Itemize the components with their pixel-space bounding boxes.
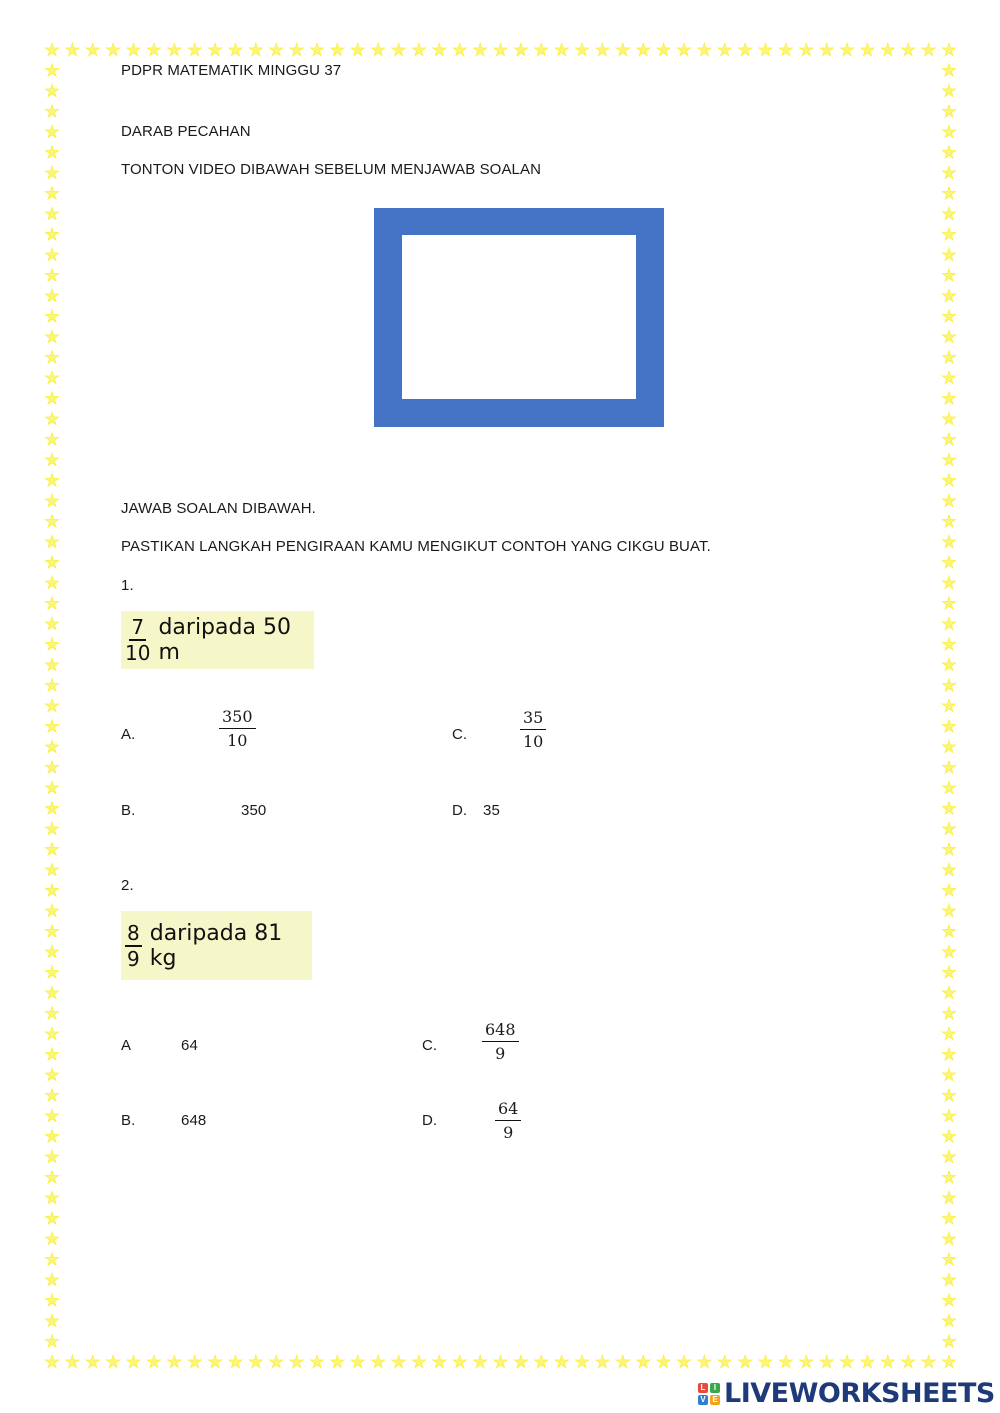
q2-option-a-label[interactable]: A	[121, 1037, 132, 1054]
border-star-icon	[819, 1354, 835, 1370]
border-star-icon	[44, 514, 60, 530]
border-star-icon	[941, 1026, 957, 1042]
border-star-icon	[941, 1272, 957, 1288]
border-star-icon	[574, 42, 590, 58]
border-star-icon	[533, 1354, 549, 1370]
border-star-icon	[941, 616, 957, 632]
border-star-icon	[594, 1354, 610, 1370]
border-star-icon	[411, 1354, 427, 1370]
border-star-icon	[44, 1006, 60, 1022]
border-star-icon	[859, 1354, 875, 1370]
border-star-icon	[941, 268, 957, 284]
question-2-denominator: 9	[127, 946, 140, 971]
border-star-icon	[44, 268, 60, 284]
q1-option-a-numerator: 350	[219, 709, 256, 729]
border-star-icon	[44, 657, 60, 673]
border-star-icon	[635, 1354, 651, 1370]
border-star-icon	[452, 1354, 468, 1370]
border-star-icon	[758, 1354, 774, 1370]
border-star-icon	[941, 1211, 957, 1227]
border-star-icon	[941, 637, 957, 653]
border-star-icon	[941, 493, 957, 509]
border-star-icon	[44, 678, 60, 694]
border-star-icon	[370, 42, 386, 58]
question-1-text: daripada 50 m	[158, 615, 291, 665]
border-star-icon	[44, 760, 60, 776]
q2-option-c-numerator: 648	[482, 1022, 519, 1042]
border-star-icon	[268, 42, 284, 58]
border-star-icon	[941, 309, 957, 325]
border-star-icon	[941, 1293, 957, 1309]
border-star-icon	[44, 1313, 60, 1329]
border-star-icon	[737, 42, 753, 58]
border-star-icon	[941, 63, 957, 79]
border-star-icon	[105, 1354, 121, 1370]
border-star-icon	[472, 42, 488, 58]
border-star-icon	[554, 1354, 570, 1370]
logo-letter-i: I	[710, 1383, 720, 1393]
border-star-icon	[411, 42, 427, 58]
border-star-icon	[166, 42, 182, 58]
border-star-icon	[941, 596, 957, 612]
border-star-icon	[941, 1149, 957, 1165]
border-star-icon	[64, 42, 80, 58]
border-star-icon	[44, 1170, 60, 1186]
border-star-icon	[941, 1190, 957, 1206]
border-star-icon	[309, 1354, 325, 1370]
question-1-number: 1.	[121, 577, 134, 594]
border-star-icon	[44, 124, 60, 140]
question-1-numerator: 7	[131, 615, 145, 639]
border-star-icon	[44, 1231, 60, 1247]
q1-option-a-label[interactable]: A.	[121, 726, 136, 743]
border-star-icon	[44, 842, 60, 858]
border-star-icon	[44, 1088, 60, 1104]
border-star-icon	[941, 83, 957, 99]
border-star-icon	[594, 42, 610, 58]
question-2-number: 2.	[121, 877, 134, 894]
border-star-icon	[819, 42, 835, 58]
border-star-icon	[941, 186, 957, 202]
border-star-icon	[329, 42, 345, 58]
border-star-icon	[941, 555, 957, 571]
border-star-icon	[941, 206, 957, 222]
q2-option-c-denominator: 9	[495, 1044, 506, 1063]
border-star-icon	[44, 1067, 60, 1083]
border-star-icon	[44, 1211, 60, 1227]
border-star-icon	[44, 227, 60, 243]
border-star-icon	[941, 1108, 957, 1124]
border-star-icon	[370, 1354, 386, 1370]
q1-option-c-label[interactable]: C.	[452, 726, 468, 743]
liveworksheets-logo-icon	[698, 1383, 720, 1405]
border-star-icon	[44, 596, 60, 612]
border-star-icon	[431, 1354, 447, 1370]
border-star-icon	[941, 924, 957, 940]
border-star-icon	[656, 1354, 672, 1370]
border-star-icon	[941, 1231, 957, 1247]
border-star-icon	[268, 1354, 284, 1370]
border-star-icon	[717, 1354, 733, 1370]
border-star-icon	[391, 42, 407, 58]
border-star-icon	[941, 760, 957, 776]
border-star-icon	[941, 124, 957, 140]
border-star-icon	[778, 1354, 794, 1370]
border-star-icon	[44, 186, 60, 202]
border-star-icon	[44, 411, 60, 427]
border-star-icon	[635, 42, 651, 58]
border-star-icon	[941, 1047, 957, 1063]
border-star-icon	[289, 42, 305, 58]
border-star-icon	[44, 206, 60, 222]
topic-heading: DARAB PECAHAN	[121, 123, 251, 140]
border-star-icon	[941, 1334, 957, 1350]
border-star-icon	[44, 534, 60, 550]
border-star-icon	[44, 493, 60, 509]
border-star-icon	[44, 1047, 60, 1063]
border-star-icon	[44, 63, 60, 79]
border-star-icon	[941, 1006, 957, 1022]
border-star-icon	[64, 1354, 80, 1370]
border-star-icon	[44, 83, 60, 99]
q2-option-c-label[interactable]: C.	[422, 1037, 438, 1054]
q2-option-d-numerator: 64	[495, 1101, 521, 1121]
border-star-icon	[941, 801, 957, 817]
border-star-icon	[941, 883, 957, 899]
border-star-icon	[941, 432, 957, 448]
border-star-icon	[859, 42, 875, 58]
border-star-icon	[941, 452, 957, 468]
question-2-prompt	[121, 911, 312, 980]
border-star-icon	[941, 350, 957, 366]
border-star-icon	[880, 42, 896, 58]
border-star-icon	[227, 1354, 243, 1370]
q2-option-b-value[interactable]: 648	[181, 1112, 207, 1129]
border-star-icon	[44, 1149, 60, 1165]
question-2-fraction	[125, 920, 142, 971]
border-star-icon	[350, 42, 366, 58]
border-star-icon	[941, 227, 957, 243]
border-star-icon	[44, 145, 60, 161]
border-star-icon	[839, 1354, 855, 1370]
border-star-icon	[941, 678, 957, 694]
border-star-icon	[941, 1088, 957, 1104]
border-star-icon	[44, 1293, 60, 1309]
border-star-icon	[44, 1334, 60, 1350]
border-star-icon	[941, 1354, 957, 1370]
question-1-prompt	[121, 611, 314, 669]
border-star-icon	[941, 965, 957, 981]
border-star-icon	[900, 42, 916, 58]
border-star-icon	[44, 370, 60, 386]
border-star-icon	[44, 1108, 60, 1124]
border-star-icon	[941, 1129, 957, 1145]
border-star-icon	[44, 247, 60, 263]
border-star-icon	[44, 1129, 60, 1145]
border-star-icon	[85, 42, 101, 58]
border-star-icon	[941, 985, 957, 1001]
border-star-icon	[941, 104, 957, 120]
border-star-icon	[44, 801, 60, 817]
border-star-icon	[44, 985, 60, 1001]
border-star-icon	[44, 555, 60, 571]
border-star-icon	[941, 1170, 957, 1186]
border-star-icon	[44, 883, 60, 899]
border-star-icon	[44, 965, 60, 981]
border-star-icon	[941, 534, 957, 550]
border-star-icon	[941, 165, 957, 181]
border-star-icon	[44, 165, 60, 181]
instruction-steps: PASTIKAN LANGKAH PENGIRAAN KAMU MENGIKUT CONTOH YANG CIKGU BUAT.	[121, 538, 711, 555]
border-star-icon	[941, 473, 957, 489]
border-star-icon	[289, 1354, 305, 1370]
border-star-icon	[921, 1354, 937, 1370]
border-star-icon	[207, 1354, 223, 1370]
border-star-icon	[44, 42, 60, 58]
border-star-icon	[309, 42, 325, 58]
border-star-icon	[44, 1354, 60, 1370]
border-star-icon	[146, 1354, 162, 1370]
q1-option-d-value[interactable]: 35	[483, 802, 500, 819]
border-star-icon	[105, 42, 121, 58]
border-star-icon	[941, 780, 957, 796]
border-star-icon	[207, 42, 223, 58]
border-star-icon	[44, 1026, 60, 1042]
border-star-icon	[44, 780, 60, 796]
border-star-icon	[676, 42, 692, 58]
border-star-icon	[941, 288, 957, 304]
border-star-icon	[44, 821, 60, 837]
border-star-icon	[941, 247, 957, 263]
instruction-answer: JAWAB SOALAN DIBAWAH.	[121, 500, 316, 517]
border-star-icon	[941, 370, 957, 386]
border-star-icon	[329, 1354, 345, 1370]
border-star-icon	[941, 1067, 957, 1083]
border-star-icon	[941, 42, 957, 58]
border-star-icon	[880, 1354, 896, 1370]
border-star-icon	[554, 42, 570, 58]
border-star-icon	[44, 575, 60, 591]
q1-option-b-label[interactable]: B.	[121, 802, 136, 819]
border-star-icon	[85, 1354, 101, 1370]
border-star-icon	[941, 1252, 957, 1268]
q1-option-c-denominator: 10	[523, 732, 544, 751]
q2-option-a-value[interactable]: 64	[181, 1037, 198, 1054]
border-star-icon	[941, 391, 957, 407]
question-1-denominator: 10	[125, 641, 151, 665]
border-star-icon	[941, 514, 957, 530]
border-star-icon	[941, 657, 957, 673]
border-star-icon	[391, 1354, 407, 1370]
border-star-icon	[941, 842, 957, 858]
question-1-fraction	[125, 617, 150, 663]
border-star-icon	[533, 42, 549, 58]
border-star-icon	[126, 42, 142, 58]
border-star-icon	[44, 862, 60, 878]
border-star-icon	[941, 739, 957, 755]
border-star-icon	[248, 42, 264, 58]
border-star-icon	[187, 42, 203, 58]
border-star-icon	[941, 329, 957, 345]
border-star-icon	[227, 42, 243, 58]
q1-option-b-value[interactable]: 350	[241, 802, 267, 819]
border-star-icon	[44, 1190, 60, 1206]
q2-option-d-value[interactable]	[495, 1101, 521, 1141]
border-star-icon	[941, 145, 957, 161]
border-star-icon	[921, 42, 937, 58]
border-star-icon	[44, 698, 60, 714]
q1-option-a-denominator: 10	[227, 731, 248, 750]
border-star-icon	[493, 42, 509, 58]
q2-option-d-label[interactable]: D.	[422, 1112, 438, 1129]
border-star-icon	[941, 862, 957, 878]
border-star-icon	[44, 432, 60, 448]
liveworksheets-logo[interactable]	[698, 1378, 995, 1409]
border-star-icon	[44, 104, 60, 120]
border-star-icon	[941, 411, 957, 427]
border-star-icon	[574, 1354, 590, 1370]
border-star-icon	[146, 42, 162, 58]
border-star-icon	[248, 1354, 264, 1370]
border-star-icon	[941, 903, 957, 919]
border-star-icon	[44, 452, 60, 468]
border-star-icon	[758, 42, 774, 58]
border-star-icon	[44, 350, 60, 366]
question-2-numerator: 8	[127, 920, 140, 945]
border-star-icon	[717, 42, 733, 58]
border-star-icon	[44, 616, 60, 632]
video-placeholder[interactable]	[374, 208, 664, 427]
border-star-icon	[615, 42, 631, 58]
border-star-icon	[941, 698, 957, 714]
q1-option-d-label[interactable]: D.	[452, 802, 468, 819]
border-star-icon	[941, 719, 957, 735]
liveworksheets-brand-text: LIVEWORKSHEETS	[724, 1378, 995, 1409]
border-star-icon	[44, 924, 60, 940]
border-star-icon	[798, 42, 814, 58]
q2-option-d-denominator: 9	[503, 1123, 514, 1142]
border-star-icon	[941, 575, 957, 591]
border-star-icon	[737, 1354, 753, 1370]
border-star-icon	[941, 1313, 957, 1329]
border-star-icon	[44, 944, 60, 960]
border-star-icon	[44, 719, 60, 735]
border-star-icon	[166, 1354, 182, 1370]
border-star-icon	[187, 1354, 203, 1370]
border-star-icon	[431, 42, 447, 58]
border-star-icon	[798, 1354, 814, 1370]
border-star-icon	[513, 42, 529, 58]
border-star-icon	[44, 637, 60, 653]
border-star-icon	[44, 288, 60, 304]
q1-option-a-value[interactable]	[219, 709, 256, 749]
border-star-icon	[941, 944, 957, 960]
border-star-icon	[44, 391, 60, 407]
border-star-icon	[676, 1354, 692, 1370]
video-screen	[402, 235, 636, 399]
border-star-icon	[472, 1354, 488, 1370]
border-star-icon	[44, 1252, 60, 1268]
border-star-icon	[44, 1272, 60, 1288]
border-star-icon	[44, 309, 60, 325]
video-instruction: TONTON VIDEO DIBAWAH SEBELUM MENJAWAB SOALAN	[121, 161, 542, 178]
border-star-icon	[941, 821, 957, 837]
logo-letter-l: L	[698, 1383, 708, 1393]
border-star-icon	[44, 739, 60, 755]
q2-option-b-label[interactable]: B.	[121, 1112, 136, 1129]
border-star-icon	[513, 1354, 529, 1370]
border-star-icon	[839, 42, 855, 58]
border-star-icon	[44, 473, 60, 489]
border-star-icon	[696, 1354, 712, 1370]
border-star-icon	[615, 1354, 631, 1370]
q1-option-c-value[interactable]	[520, 710, 546, 750]
border-star-icon	[778, 42, 794, 58]
logo-letter-v: V	[698, 1395, 708, 1405]
border-star-icon	[452, 42, 468, 58]
q2-option-c-value[interactable]	[482, 1022, 519, 1062]
question-2-text: daripada 81 kg	[149, 920, 283, 971]
border-star-icon	[350, 1354, 366, 1370]
page-title: PDPR MATEMATIK MINGGU 37	[121, 62, 342, 79]
border-star-icon	[493, 1354, 509, 1370]
border-star-icon	[44, 903, 60, 919]
border-star-icon	[696, 42, 712, 58]
border-star-icon	[44, 329, 60, 345]
logo-letter-e: E	[710, 1395, 720, 1405]
border-star-icon	[900, 1354, 916, 1370]
border-star-icon	[656, 42, 672, 58]
border-star-icon	[126, 1354, 142, 1370]
q1-option-c-numerator: 35	[520, 710, 546, 730]
